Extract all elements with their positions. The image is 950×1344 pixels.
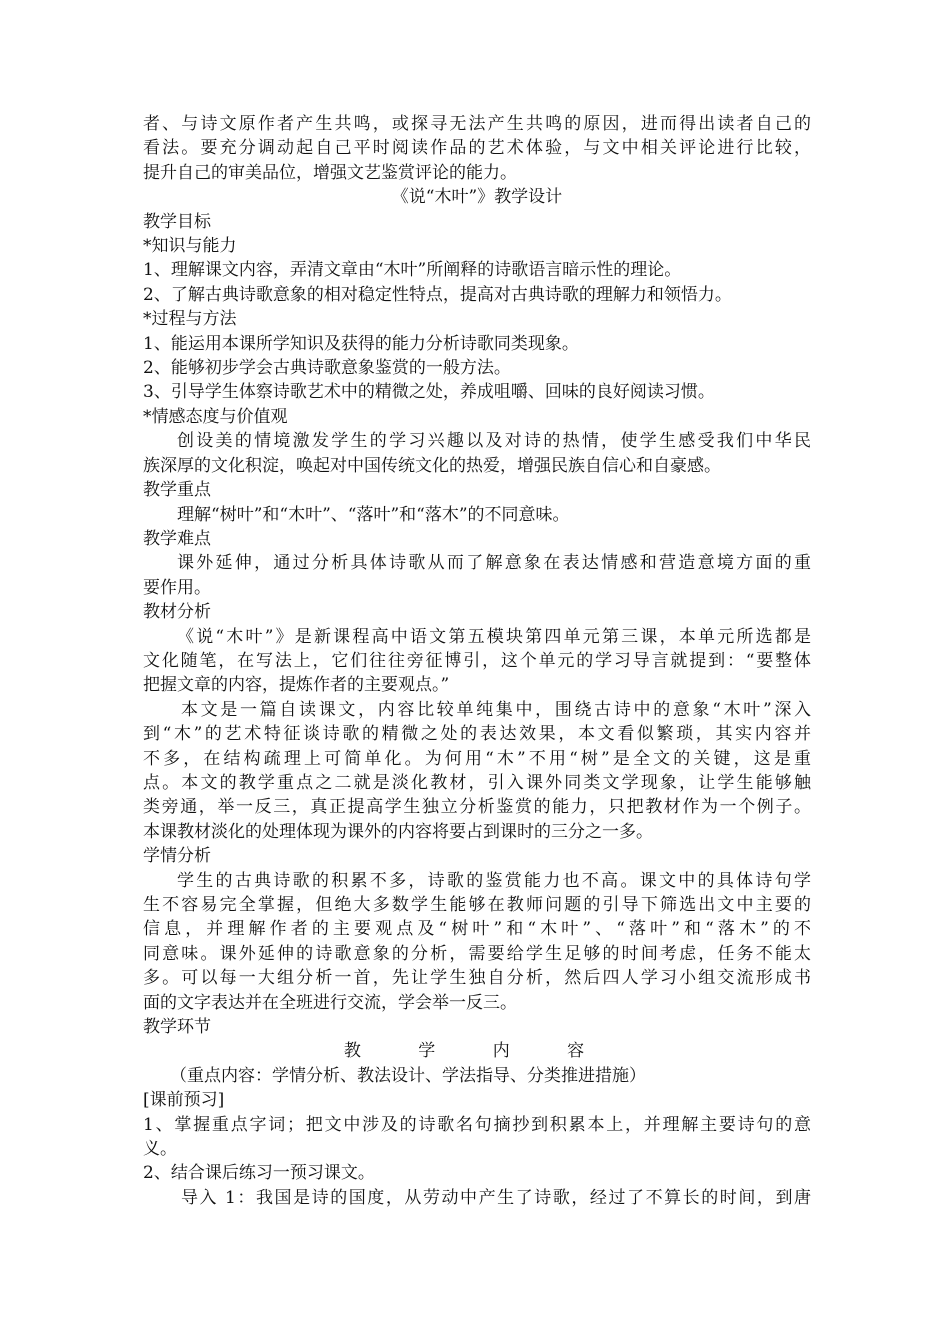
sub-heading: [课前预习] [143,1090,225,1111]
paragraph-line: 课外延伸，通过分析具体诗歌从而了解意象在表达情感和营造意境方面的重 [177,553,811,574]
paragraph-line: 信息，并理解作者的主要观点及“树叶”和“木叶”、“落叶”和“落木”的不 [143,919,811,940]
paragraph-line: 本课教材淡化的处理体现为课外的内容将要占到课时的三分之一多。 [143,821,653,842]
paragraph-line: 理解“树叶”和“木叶”、“落叶”和“落木”的不同意味。 [177,504,570,525]
section-heading: 学情分析 [143,846,211,867]
paragraph-line: 类旁通，举一反三，真正提高学生独立分析鉴赏的能力，只把教材作为一个例子。 [143,797,811,818]
paragraph-line: 本文是一篇自读课文，内容比较单纯集中，围绕古诗中的意象“木叶”深入 [181,699,811,720]
list-item: 2、了解古典诗歌意象的相对稳定性特点，提高对古典诗歌的理解力和领悟力。 [143,284,732,305]
paragraph-line: 同意味。课外延伸的诗歌意象的分析，需要给学生足够的时间考虑，任务不能太 [143,943,811,964]
paragraph-line: 《说“木叶”》是新课程高中语文第五模块第四单元第三课，本单元所选都是 [177,626,811,647]
sub-heading: *过程与方法 [143,309,237,330]
section-heading: 教材分析 [143,602,211,623]
paragraph-line: 生不容易完全掌握，但绝大多数学生能够在教师问题的引导下筛选出文中主要的 [143,895,811,915]
section-heading: 教学难点 [143,528,211,549]
list-item: 义。 [143,1139,177,1160]
paragraph-line: 导入 1：我国是诗的国度，从劳动中产生了诗歌，经过了不算长的时间，到唐 [181,1187,811,1208]
paragraph-line: 不多，在结构疏理上可简单化。为何用“木”不用“树”是全文的关键，这是重 [143,748,811,769]
paragraph-line: 提升自己的审美品位，增强文艺鉴赏评论的能力。 [143,162,517,183]
paragraph-line: 把握文章的内容，提炼作者的主要观点。” [143,675,450,696]
list-item: 1、掌握重点字词；把文中涉及的诗歌名句摘抄到积累本上，并理解主要诗句的意 [143,1114,811,1135]
paragraph-line: 文化随笔，在写法上，它们往往旁征博引，这个单元的学习导言就提到：“要整体 [143,650,811,671]
paragraph-line: 者、与诗文原作者产生共鸣，或探寻无法产生共鸣的原因，进而得出读者自己的 [143,114,811,134]
section-heading: 教学目标 [143,211,211,232]
list-item: 2、结合课后练习一预习课文。 [143,1163,375,1184]
sub-heading: *知识与能力 [143,236,237,257]
document-title: 《说“木叶”》教学设计 [391,187,563,208]
paragraph-line: 创设美的情境激发学生的学习兴趣以及对诗的热情，使学生感受我们中华民 [177,431,811,452]
paragraph-line: 面的文字表达并在全班进行交流，学会举一反三。 [143,992,517,1013]
paragraph-line: 要作用。 [143,577,211,598]
section-heading: 教学重点 [143,480,211,501]
key-content-note: （重点内容：学情分析、教法设计、学法指导、分类推进措施） [170,1065,646,1086]
list-item: 2、能够初步学会古典诗歌意象鉴赏的一般方法。 [143,358,511,379]
paragraph-line: 点。本文的教学重点之二就是淡化教材，引入课外同类文学现象，让学生能够触 [143,772,811,793]
section-heading: 教学环节 [143,1017,211,1038]
paragraph-line: 看法。要充分调动起自己平时阅读作品的艺术体验，与文中相关评论进行比较， [143,138,811,159]
document-page [143,112,811,1210]
list-item: 1、理解课文内容，弄清文章由“木叶”所阐释的诗歌语言暗示性的理论。 [143,260,682,281]
paragraph-line: 学生的古典诗歌的积累不多，诗歌的鉴赏能力也不高。课文中的具体诗句学 [177,870,811,891]
paragraph-line: 到“木”的艺术特征谈诗歌的精微之处的表达效果，本文看似繁琐，其实内容并 [143,724,811,745]
content-heading: 教 学 内 容 [343,1041,611,1062]
list-item: 3、引导学生体察诗歌艺术中的精微之处，养成咀嚼、回味的良好阅读习惯。 [143,382,715,403]
list-item: 1、能运用本课所学知识及获得的能力分析诗歌同类现象。 [143,333,579,354]
paragraph-line: 族深厚的文化积淀，唤起对中国传统文化的热爱，增强民族自信心和自豪感。 [143,455,721,476]
paragraph-line: 多。可以每一大组分析一首，先让学生独自分析，然后四人学习小组交流形成书 [143,968,811,989]
sub-heading: *情感态度与价值观 [143,406,288,427]
